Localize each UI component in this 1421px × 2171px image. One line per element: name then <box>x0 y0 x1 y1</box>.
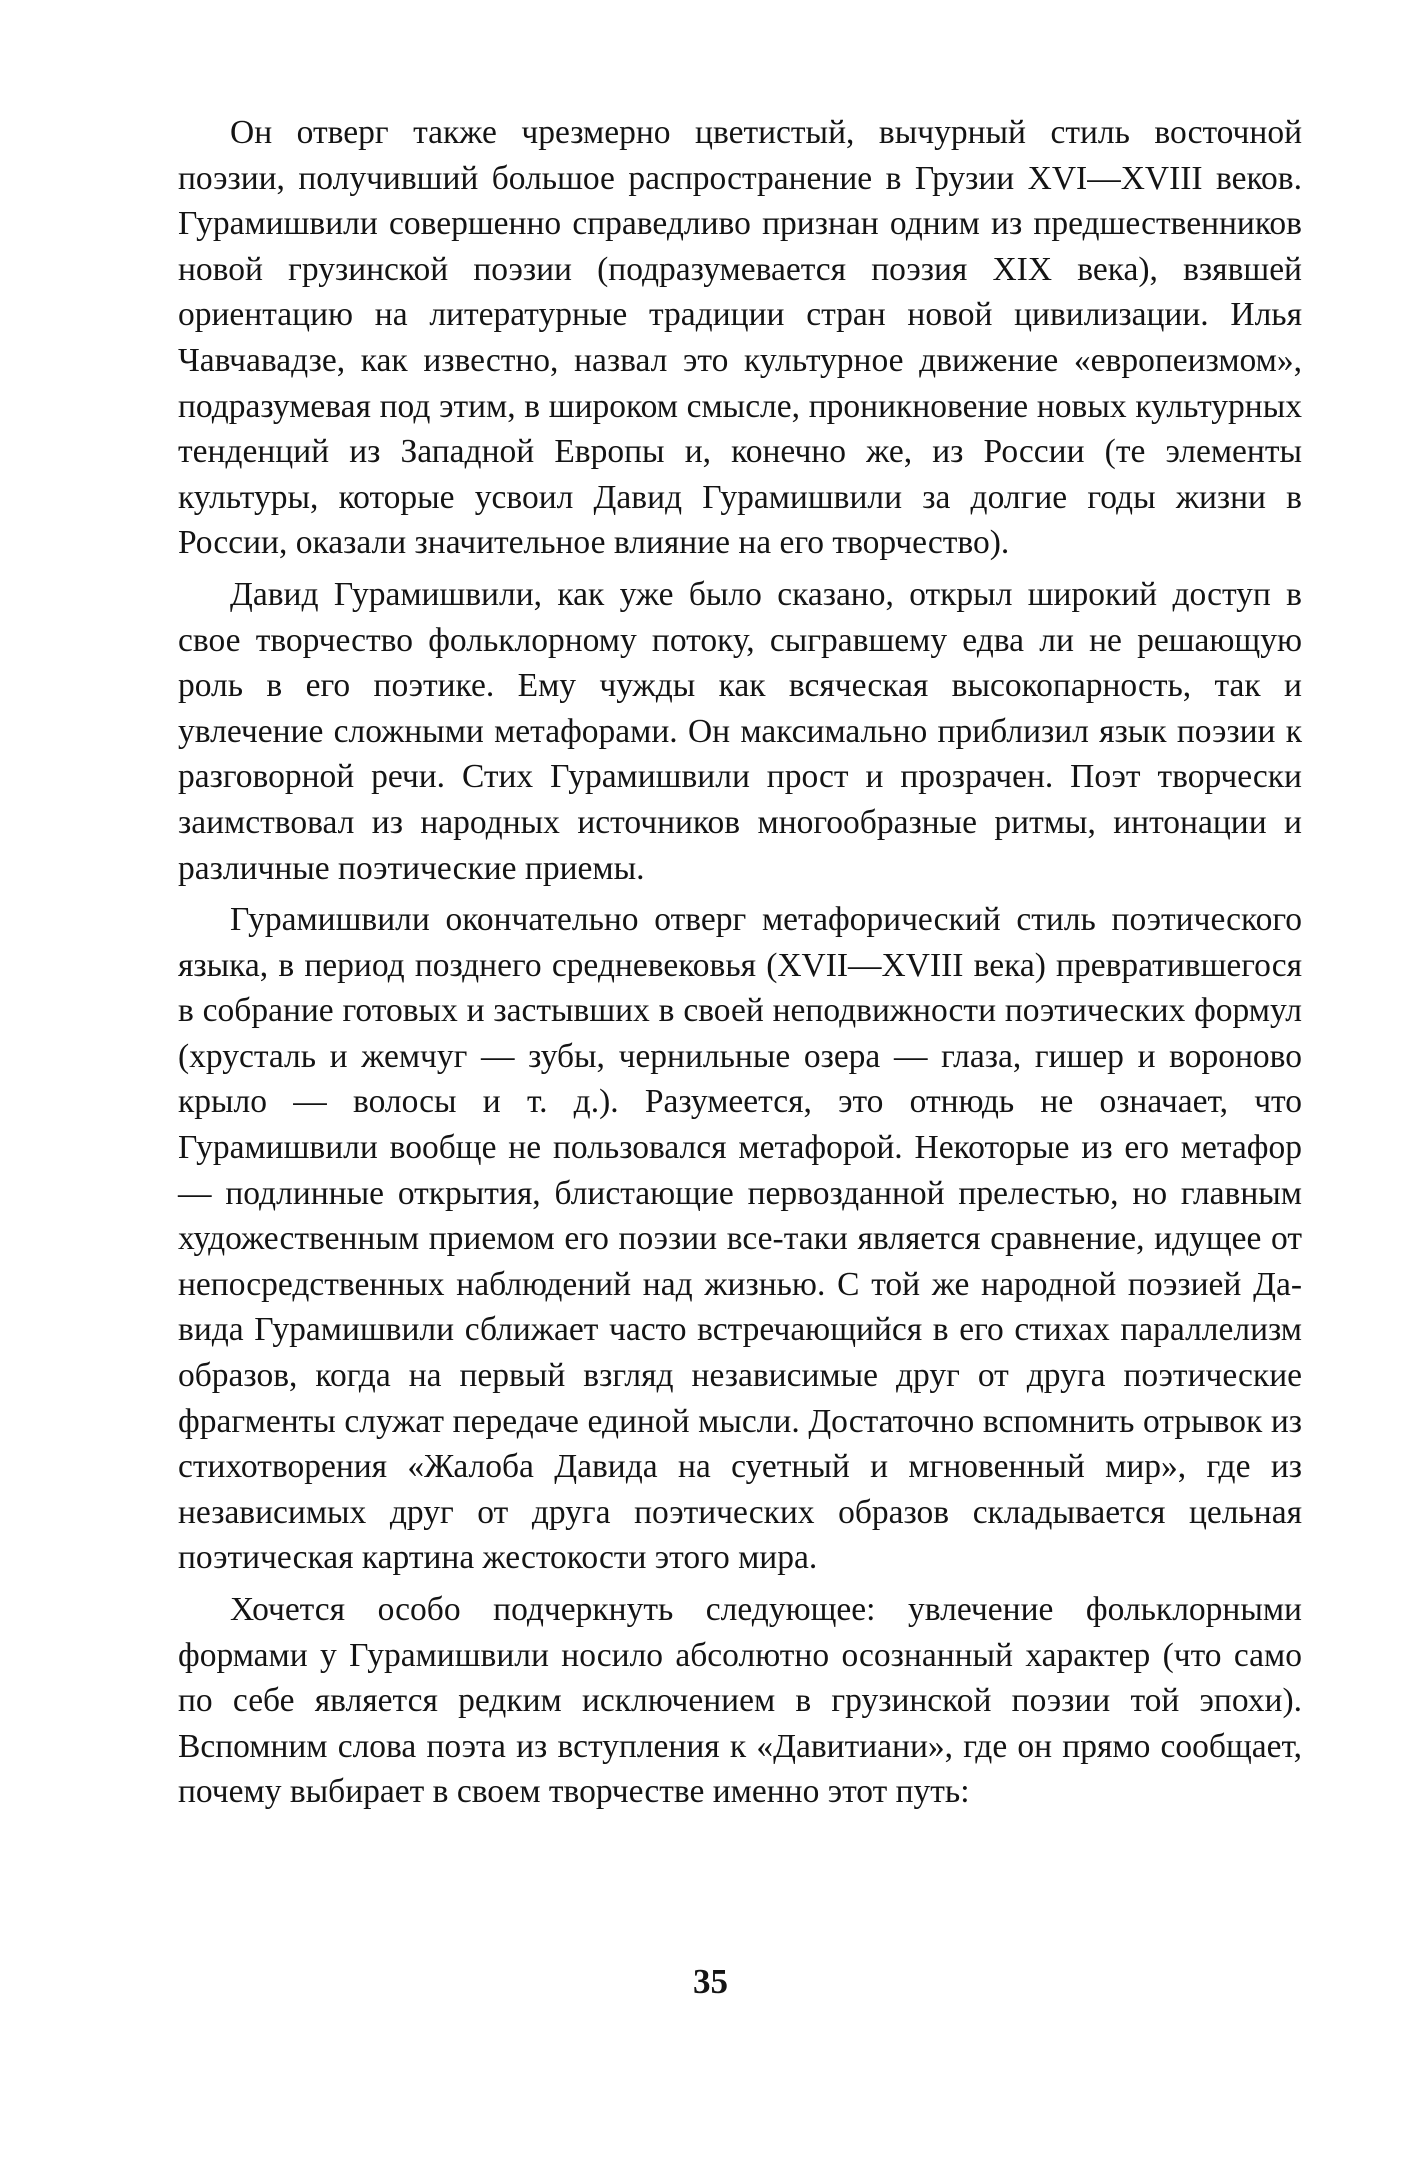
paragraph-4: Хочется особо подчеркнуть следующее: увлечение фольклорными формами у Гурамишвили носило абсолютно осознанный характер (что само по себе является редким исключением в грузинской поэзии той эпохи). Вспомним слова поэта из вступления к «Давитиани», где он прямо сообщает, почему выбирает в своем творчестве именно этот путь: <box>178 1591 1302 1811</box>
body-text <box>178 110 1302 1815</box>
paragraph-1: Он отверг также чрезмерно цветистый, вычурный стиль восточной поэзии, получивший большое распространение в Грузии XVI—XVIII веков. Гурамишвили совершенно справедливо признан одним из предшественников новой грузинской поэзии (подразумевается поэзия XIX века), взявшей ориентацию на литературные традиции стран новой цивилизации. Илья Чавчавадзе, как известно, назвал это культурное движение «европеизмом», подразумевая под этим, в широком смысле, проникновение новых культурных тенденций из Западной Европы и, конечно же, из России (те элементы культуры, которые усвоил Давид Гурамишвили за долгие годы жизни в России, оказали значительное влияние на его творчество). <box>178 114 1302 562</box>
paragraph-2: Давид Гурамишвили, как уже было сказано, открыл широкий доступ в свое творчество фольклорному потоку, сыгравшему едва ли не решающую роль в его поэтике. Ему чужды как всяческая высокопарность, так и увлечение сложными метафорами. Он максимально приблизил язык поэзии к разговорной речи. Стих Гурамишвили прост и прозрачен. Поэт творчески заимствовал из народных источников многообразные ритмы, интонации и различные поэтические приемы. <box>178 575 1302 887</box>
paragraph-3: Гурамишвили окончательно отверг метафорический стиль поэтического языка, в период позднего средневековья (XVII—XVIII века) превратившегося в собрание готовых и застывших в своей неподвижности поэтических формул (хрусталь и жемчуг — зубы, чернильные озера — глаза, гишер и вороново крыло — волосы и т. д.). Разумеется, это отнюдь не означает, что Гурамишвили вообще не пользовался метафорой. Некоторые из его метафор — подлинные открытия, блистающие первозданной прелестью, но главным художественным приемом его поэзии все-таки является сравнение, идущее от непосредственных наблюдений над жизнью. С той же народной поэзией Давида Гурамишвили сближает часто встречающийся в его стихах параллелизм образов, когда на первый взгляд независимые друг от друга поэтические фрагменты служат передаче единой мысли. Достаточно вспомнить отрывок из стихотворения «Жалоба Давида на суетный и мгновенный мир», где из независимых друг от друга поэтических образов складывается цельная поэтическая картина жестокости этого мира. <box>178 901 1302 1577</box>
page-number: 35 <box>693 1962 728 2001</box>
